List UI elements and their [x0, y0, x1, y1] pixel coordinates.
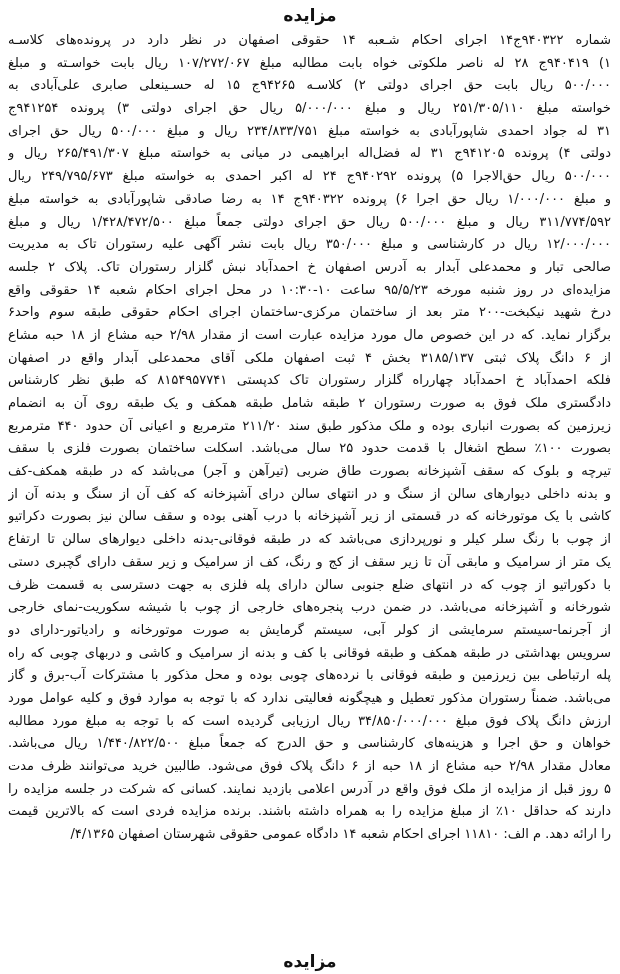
text-line: ۱) ۹۴۰۴۱۹ج ۲۸ له ناصر ملکوتی خواه بابت مطالبه مبلغ ۱۰۷/۲۷۲/۰۶۷ ریال بابت خواسـته و مبلغ	[8, 55, 611, 71]
text-line: بصورت ۱۰۰٪ سطح اشغال با قدمت حدود ۲۵ سال می‌باشد. اسکلت ساختمان بصورت فلزی با سقف	[8, 441, 611, 457]
text-line: دارند که حداقل ۱۰٪ از مبلغ مزایده را به همراه داشته باشند. برنده مزایده فردی است که بالاترین قیمت	[8, 804, 611, 820]
text-line: خواسته مبلغ ۲۵۱/۳۰۵/۱۱۰ ریال و مبلغ ۵/۰۰۰/۰۰۰ ریال حق اجرای دولتی ۳) پرونده ۹۴۱۲۵۴ج	[8, 101, 611, 117]
text-line: پله ارتباطی بین زیرزمین و طبقه فوقانی با نرده‌های چوبی بوده و محل مذکور با مشترکات آب-برق و گاز	[8, 668, 611, 684]
text-line: فلکه احمدآباد خ احمدآباد چهارراه گلزار رستوران تاک کدپستی ۸۱۵۴۹۵۷۷۴۱ که طبق نظر کارشناس	[8, 373, 611, 389]
text-line: و مبلغ ۱/۰۰۰/۰۰۰ ریال حق اجرا ۶) پرونده ۹۴۰۳۲۲ج ۱۴ به رضا صادقی شاپورآبادی به خواسته مبلغ	[8, 191, 611, 207]
text-line: معادل مقدار ۲/۹۸ حبه مشاع از ۱۸ حبه از ۶ دانگ پلاک فوق می‌شود. طالبین خرید می‌توانند ظرف مدت	[8, 759, 611, 774]
text-line: ۳۱ له جواد احمدی شاپورآبادی به خواسته مبلغ ۲۳۴/۸۳۳/۷۵۱ ریال و مبلغ ۵۰۰/۰۰۰ ریال حق اجرای	[8, 123, 611, 139]
page-title: مزایده	[283, 6, 337, 26]
next-announcement-title: مزایده	[283, 952, 337, 972]
text-line: برگزار نماید. که در این خصوص مال مورد مزایده عبارت است از مقدار ۲/۹۸ حبه مشاع از ۱۸ حبه مشاع	[8, 327, 611, 343]
text-line: کاشی با یک موتورخانه که در قسمتی از زیر آشپزخانه با درب آهنی بوده و سقف سالن نیز بصورت دکراتیو	[8, 509, 611, 525]
text-line: تیرچه و بلوک که سقف آشپزخانه بصورت طاق ضربی (تیرآهن و آجر) می‌باشد که در طبقه همکف-کف	[8, 464, 611, 480]
text-line: ۵۰۰/۰۰۰ ریال بابت حق اجرای دولتی ۲) کلاسـه ۹۴۲۶۵ج ۱۵ له حسـینعلی صابری علی‌آبادی به	[8, 78, 611, 94]
text-line: ۵۰۰/۰۰۰ ریال حق‌الاجرا ۵) پرونده ۹۴۰۲۹۲ج ۲۴ له اکبر احمدی به خواسته مبلغ ۲۴۹/۷۹۵/۶۷۳ ریال	[8, 169, 611, 185]
text-line: صالحی تبار و محمدعلی آبدار به آدرس اصفهان خ احمدآباد نبش گلزار رستوران تاک. پلاک ۲ جلسه	[8, 259, 611, 275]
text-line: دولتی ۴) پرونده ۹۴۱۲۰۵ج ۳۱ له فضل‌اله ابراهیمی در میانی به خواسته مبلغ ۲۶۵/۴۹۱/۳۰۷ ریال و	[8, 146, 611, 162]
text-line: ۵ روز قبل از مزایده از ملک فوق واقع در آدرس اعلامی بازدید نمایند. کسانی که شرکت در جلسه مزایده را	[8, 781, 611, 797]
text-line: از آجرنما-سیستم سرمایشی از کولر آبی، سیستم گرمایش به صورت موتورخانه و رادیاتور-دارای دو	[8, 622, 611, 638]
text-line: خواهان و حق اجرا و هزینه‌های کارشناسی و حق الدرج که جمعاً مبلغ ۱/۴۴۰/۸۲۲/۵۰۰ ریال می‌باشد.	[8, 736, 611, 752]
text-line: را ارائه دهد. م الف: ۱۱۸۱۰ اجرای احکام شعبه ۱۴ دادگاه عمومی حقوقی شهرستان اصفهان ۴/۱۳۶۵/	[70, 827, 611, 843]
announcement-body	[8, 30, 611, 847]
text-line: شورخانه و آشپزخانه می‌باشد. در ضمن درب پنجره‌های خارجی از چوب با شیشه سکوریت-نمای خارجی	[8, 600, 611, 616]
text-line: از چوب با رنگ سلر کیلر و نورپردازی می‌باشد که در طبقه فوقانی-بدنه داخلی دیوارهای سالن تا ارتفاع	[8, 532, 611, 548]
text-line: یک متر از سرامیک و مابقی آن تا زیر سقف از کج و رنگ، کف از سرامیک و زیر سقف دارای گچبری دستی	[8, 554, 611, 570]
text-line: ۳۱۱/۷۷۴/۵۹۲ ریال و مبلغ ۵۰۰/۰۰۰ ریال حق اجرای دولتی جمعاً مبلغ ۱/۴۲۸/۴۷۲/۵۰۰ ریال و مبلغ	[8, 214, 611, 230]
text-line: دادگستری ملک فوق به صورت رستوران ۲ طبقه شامل طبقه همکف و یک طبقه روی آن به انضمام	[8, 396, 611, 411]
text-line: مزایده‌ای در روز شنبه مورخه ۹۵/۵/۲۳ ساعت ۱۰-۱۰:۳۰ در محل اجرای احکام شعبه ۱۴ حقوقی واقع	[8, 282, 611, 298]
text-line: درخ شهید نیکبخت-۲۰۰ متر بعد از ساختمان مرکزی-ساختمان اجرای احکام حقوقی طبقه سوم واحد۶	[8, 305, 611, 321]
text-line: زیرزمین که بصورت انباری بوده و ملک مذکور طبق سند ۲۱۱/۲۰ مترمربع و اعیانی آن حدود ۴۴۰ مترمربع	[8, 418, 611, 434]
text-line: ۱۲/۰۰۰/۰۰۰ ریال در کارشناسی و مبلغ ۳۵۰/۰۰۰ ریال بابت نشر آگهی علیه رستوران تاک به مدیریت	[8, 237, 611, 253]
text-line: از ۶ دانگ پلاک ثبتی ۳۱۸۵/۱۳۷ بخش ۴ ثبت اصفهان ملکی آقای محمدعلی آبدار واقع در اصفهان	[8, 350, 611, 366]
text-line: با دکوراتیو از چوب که در انتهای ضلع جنوبی سالن دارای پله فلزی به جهت دسترسی به قسمت ظرف	[8, 577, 611, 593]
text-line: سرویس بهداشتی در طبقه همکف و طبقه فوقانی با کف و بدنه از سرامیک و کاشی و دربهای چوبی که راه	[8, 645, 611, 661]
text-line: می‌باشد. ضمناً رستوران مذکور تعطیل و هیچگونه فعالیتی ندارد که با توجه به موارد فوق و کلیه عوامل مورد	[8, 690, 611, 706]
text-line: و بدنه داخلی دیوارهای سالن از سنگ و در انتهای سالن درای آشپزخانه که کف آن از سنگ و بدنه آن از	[8, 486, 611, 502]
text-line: شماره ۹۴۰۳۲۲ج۱۴ اجرای احکام شـعبه ۱۴ حقوقی اصفهان در نظر دارد در پرونده‌های کلاسـه	[8, 33, 611, 48]
text-line: ارزش دانگ پلاک فوق مبلغ ۳۴/۸۵۰/۰۰۰/۰۰۰ ریال ارزیابی گردیده است که با توجه به مبلغ مورد مطالبه	[8, 713, 611, 729]
